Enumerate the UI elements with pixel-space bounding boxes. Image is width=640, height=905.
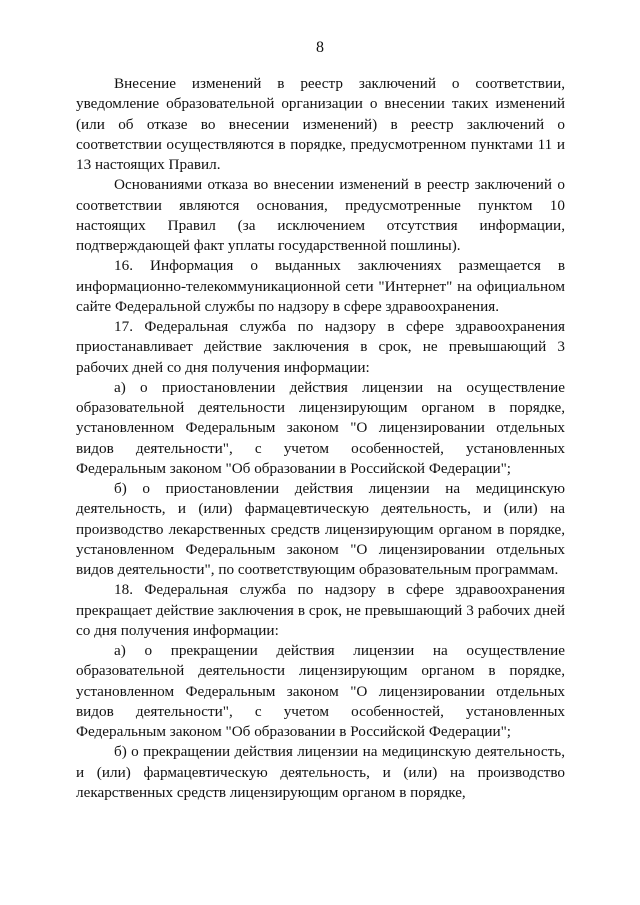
document-body (76, 74, 565, 803)
paragraph-17b: б) о приостановлении действия лицензии на медицинскую деятельность, и (или) фармацевтическую деятельность, и (или) на производство лекарственных средств лицензирующим органом в порядке, установленном Федеральным законом "О лицензировании отдельных видов деятельности", по соответствующим образовательным программам. (76, 480, 565, 578)
paragraph-17-suspension: 17. Федеральная служба по надзору в сфере здравоохранения приостанавливает действие заключения в срок, не превышающий 3 рабочих дней со дня получения информации: (76, 318, 565, 376)
paragraph-18b: б) о прекращении действия лицензии на медицинскую деятельность, и (или) фармацевтическую деятельность, и (или) на производство лекарственных средств лицензирующим органом в порядке, (76, 743, 565, 801)
page-number: 8 (316, 39, 324, 56)
paragraph-17a: а) о приостановлении действия лицензии на осуществление образовательной деятельности лицензирующим органом в порядке, установленном Федеральным законом "О лицензировании отдельных видов деятельности", с учетом особенностей, установленных Федеральным законом "Об образовании в Российской Федерации"; (76, 378, 565, 477)
paragraph-refusal-grounds: Основаниями отказа во внесении изменений в реестр заключений о соответствии являются основания, предусмотренные пунктом 10 настоящих Правил (за исключением отсутствия информации, подтверждающей факт уплаты государственной пошлины). (76, 176, 565, 254)
paragraph-18a: а) о прекращении действия лицензии на осуществление образовательной деятельности лицензирующим органом в порядке, установленном Федеральным законом "О лицензировании отдельных видов деятельности", с учетом особенностей, установленных Федеральным законом "Об образовании в Российской Федерации"; (76, 642, 565, 740)
paragraph-registry-changes: Внесение изменений в реестр заключений о соответствии, уведомление образовательной организации о внесении таких изменений (или об отказе во внесении изменений) в реестр заключений о соответствии осуществляются в порядке, предусмотренном пунктами 11 и 13 настоящих Правил. (76, 75, 565, 173)
paragraph-16-publication: 16. Информация о выданных заключениях размещается в информационно-телекоммуникационной сети "Интернет" на официальном сайте Федеральной службы по надзору в сфере здравоохранения. (76, 257, 565, 315)
paragraph-18-termination: 18. Федеральная служба по надзору в сфере здравоохранения прекращает действие заключения в срок, не превышающий 3 рабочих дней со дня получения информации: (76, 581, 565, 639)
